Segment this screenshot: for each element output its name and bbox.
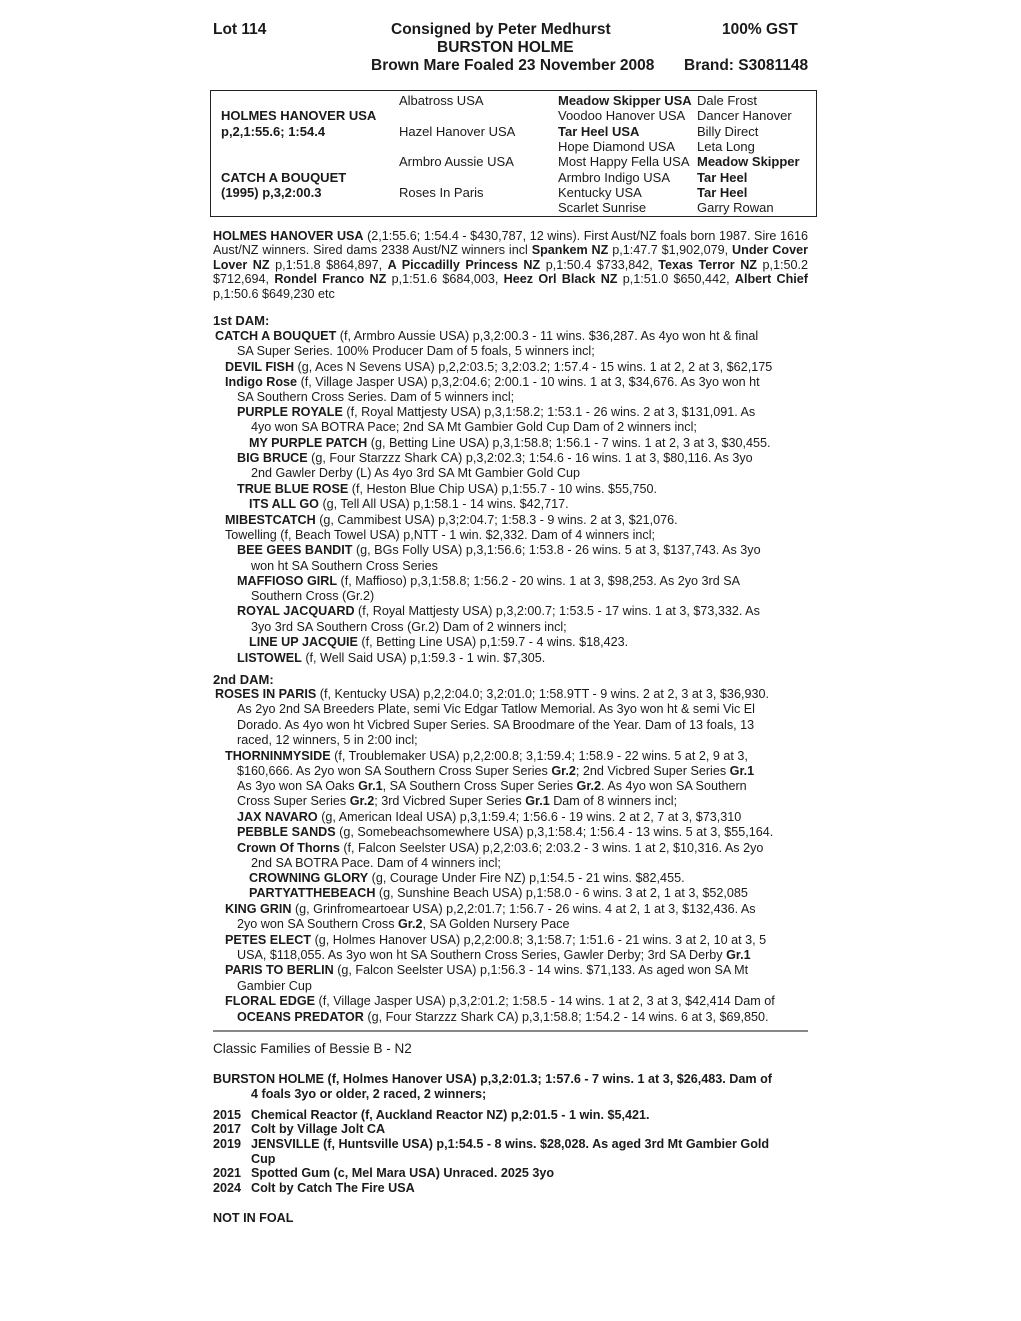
foaling-status: NOT IN FOAL xyxy=(213,1211,294,1225)
dam-entry: PEBBLE SANDS (g, Somebeachsomewhere USA) p,3,1:58.4; 1:56.4 - 13 wins. 5 at 3, $55,164. xyxy=(237,825,774,839)
dam-entry: MY PURPLE PATCH (g, Betting Line USA) p,3,1:58.8; 1:56.1 - 7 wins. 1 at 2, 3 at 3, $30,455. xyxy=(249,436,771,450)
pedigree-g3: Tar Heel USA xyxy=(558,124,640,139)
dam-entry: 2nd Gawler Derby (L) As 4yo 3rd SA Mt Gambier Gold Cup xyxy=(251,466,580,480)
dam-entry: Southern Cross (Gr.2) xyxy=(251,589,375,603)
dam-entry: 4yo won SA BOTRA Pace; 2nd SA Mt Gambier Gold Cup Dam of 2 winners incl; xyxy=(251,420,697,434)
dam-entry: Indigo Rose (f, Village Jasper USA) p,3,2:04.6; 2:00.1 - 10 wins. 1 at 3, $34,676. As 3yo won ht xyxy=(225,375,760,389)
pedigree-g3: Hope Diamond USA xyxy=(558,139,676,154)
pedigree-g2: Roses In Paris xyxy=(399,185,484,200)
dam-entry: SA Super Series. 100% Producer Dam of 5 foals, 5 winners incl; xyxy=(237,344,595,358)
pedigree-g3: Meadow Skipper USA xyxy=(558,93,692,108)
record-line: BURSTON HOLME (f, Holmes Hanover USA) p,3,2:01.3; 1:57.6 - 7 wins. 1 at 3, $26,483. Dam of xyxy=(213,1072,772,1086)
consignor: Consigned by Peter Medhurst xyxy=(391,21,611,38)
dam-entry: Dorado. As 4yo won ht Vicbred Super Series. SA Broodmare of the Year. Dam of 13 foals, 13 xyxy=(237,718,755,732)
dam-entry: PETES ELECT (g, Holmes Hanover USA) p,2,2:00.8; 3,1:58.7; 1:51.6 - 21 wins. 3 at 2, 10 at 3, 5 xyxy=(225,933,767,947)
produce-text: Spotted Gum (c, Mel Mara USA) Unraced. 2025 3yo xyxy=(251,1166,555,1180)
dam-entry: Towelling (f, Beach Towel USA) p,NTT - 1 win. $2,332. Dam of 4 winners incl; xyxy=(225,528,655,542)
horse-name: BURSTON HOLME xyxy=(437,39,574,56)
dam-entry: As 2yo 2nd SA Breeders Plate, semi Vic Edgar Tatlow Memorial. As 3yo won ht & semi Vic El xyxy=(237,702,755,716)
pedigree-g3: Scarlet Sunrise xyxy=(558,200,647,215)
produce-year: 2015 xyxy=(213,1108,242,1122)
produce-text: Colt by Village Jolt CA xyxy=(251,1122,386,1136)
pedigree-g3: Kentucky USA xyxy=(558,185,642,200)
dam-entry: BIG BRUCE (g, Four Starzzz Shark CA) p,3,2:02.3; 1:54.6 - 16 wins. 1 at 3, $80,116. As 3yo xyxy=(237,451,753,465)
second-dam-heading: 2nd DAM: xyxy=(213,672,274,687)
dam-entry: raced, 12 winners, 5 in 2:00 incl; xyxy=(237,733,418,747)
produce-year: 2021 xyxy=(213,1166,242,1180)
pedigree-g4: Garry Rowan xyxy=(697,200,774,215)
sire-summary: HOLMES HANOVER USA (2,1:55.6; 1:54.4 - $430,787, 12 wins). First Aust/NZ foals born 1987. Sire 1616 Aust/NZ winners. Sired dams 2338 Aust/NZ winners incl Spankem NZ p,1:47.7 $1,902,079, Under Cover Lover NZ p,1:51.8 $864,897, A Piccadilly Princess NZ p,1:50.4 $733,842, Texas Terror NZ p,1:50.2 $712,694, Rondel Franco NZ p,1:51.6 $684,003, Heez Orl Black NZ p,1:51.0 $650,442, Albert Chief p,1:50.6 $649,230 etc xyxy=(213,229,809,301)
produce-text: Cup xyxy=(251,1152,276,1166)
brand: Brand: S3081148 xyxy=(684,57,809,74)
pedigree-g2: Hazel Hanover USA xyxy=(399,124,516,139)
dam-entry: MAFFIOSO GIRL (f, Maffioso) p,3,1:58.8; 1:56.2 - 20 wins. 1 at 3, $98,253. As 2yo 3rd SA xyxy=(237,574,741,588)
pedigree-g4: Dale Frost xyxy=(697,93,757,108)
produce-text: Colt by Catch The Fire USA xyxy=(251,1181,415,1195)
pedigree-sire-record: p,2,1:55.6; 1:54.4 xyxy=(221,124,326,139)
dam-entry: ITS ALL GO (g, Tell All USA) p,1:58.1 - 14 wins. $42,717. xyxy=(249,497,569,511)
pedigree-table xyxy=(210,90,817,217)
dam-entry: CATCH A BOUQUET (f, Armbro Aussie USA) p,3,2:00.3 - 11 wins. $36,287. As 4yo won ht & final xyxy=(215,329,759,343)
dam-entry: Cross Super Series Gr.2; 3rd Vicbred Super Series Gr.1 Dam of 8 winners incl; xyxy=(237,794,678,808)
dam-entry: ROSES IN PARIS (f, Kentucky USA) p,2,2:04.0; 3,2:01.0; 1:58.9TT - 9 wins. 2 at 2, 3 at 3, $36,930. xyxy=(215,687,769,701)
dam-entry: TRUE BLUE ROSE (f, Heston Blue Chip USA) p,1:55.7 - 10 wins. $55,750. xyxy=(237,482,657,496)
dam-entry: FLORAL EDGE (f, Village Jasper USA) p,3,2:01.2; 1:58.5 - 14 wins. 1 at 2, 3 at 3, $42,414 Dam of xyxy=(225,994,775,1008)
pedigree-g4: Dancer Hanover xyxy=(697,108,792,123)
pedigree-g4: Leta Long xyxy=(697,139,755,154)
pedigree-sire: HOLMES HANOVER USA xyxy=(221,108,377,123)
produce-year: 2024 xyxy=(213,1181,242,1195)
first-dam-heading: 1st DAM: xyxy=(213,313,270,328)
pedigree-g4: Tar Heel xyxy=(697,170,748,185)
produce-text: Chemical Reactor (f, Auckland Reactor NZ) p,2:01.5 - 1 win. $5,421. xyxy=(251,1108,650,1122)
dam-entry: As 3yo won SA Oaks Gr.1, SA Southern Cross Super Series Gr.2. As 4yo won SA Southern xyxy=(237,779,747,793)
dam-entry: USA, $118,055. As 3yo won ht SA Southern Cross Series, Gawler Derby; 3rd SA Derby Gr.1 xyxy=(237,948,751,962)
pedigree-g3: Armbro Indigo USA xyxy=(558,170,670,185)
dam-entry: ROYAL JACQUARD (f, Royal Mattjesty USA) p,3,2:00.7; 1:53.5 - 17 wins. 1 at 3, $73,332. As xyxy=(237,604,760,618)
dam-entry: OCEANS PREDATOR (g, Four Starzzz Shark CA) p,3,1:58.8; 1:54.2 - 14 wins. 6 at 3, $69,850. xyxy=(237,1010,769,1024)
horse-description: Brown Mare Foaled 23 November 2008 xyxy=(371,57,655,74)
dam-entry: JAX NAVARO (g, American Ideal USA) p,3,1:59.4; 1:56.6 - 19 wins. 2 at 2, 7 at 3, $73,310 xyxy=(237,810,742,824)
dam-entry: MIBESTCATCH (g, Cammibest USA) p,3;2:04.7; 1:58.3 - 9 wins. 2 at 3, $21,076. xyxy=(225,513,678,527)
dam-entry: LISTOWEL (f, Well Said USA) p,1:59.3 - 1 win. $7,305. xyxy=(237,651,546,665)
dam-entry: $160,666. As 2yo won SA Southern Cross Super Series Gr.2; 2nd Vicbred Super Series Gr.1 xyxy=(237,764,755,778)
record-line: 4 foals 3yo or older, 2 raced, 2 winners; xyxy=(251,1087,487,1101)
dam-entry: Crown Of Thorns (f, Falcon Seelster USA) p,2,2:03.6; 2:03.2 - 3 wins. 1 at 2, $10,316. As 2yo xyxy=(237,841,764,855)
produce-text: JENSVILLE (f, Huntsville USA) p,1:54.5 - 8 wins. $28,028. As aged 3rd Mt Gambier Gold xyxy=(251,1137,770,1151)
dam-entry: 2yo won SA Southern Cross Gr.2, SA Golden Nursery Pace xyxy=(237,917,570,931)
pedigree-g4: Tar Heel xyxy=(697,185,748,200)
dam-entry: THORNINMYSIDE (f, Troublemaker USA) p,2,2:00.8; 3,1:59.4; 1:58.9 - 22 wins. 5 at 2, 9 at 3, xyxy=(225,749,748,763)
pedigree-g2: Albatross USA xyxy=(399,93,484,108)
dam-entry: won ht SA Southern Cross Series xyxy=(251,559,438,573)
pedigree-g4: Billy Direct xyxy=(697,124,759,139)
dam-entry: 2nd SA BOTRA Pace. Dam of 4 winners incl; xyxy=(251,856,501,870)
family-heading: Classic Families of Bessie B - N2 xyxy=(213,1041,412,1056)
pedigree-dam-record: (1995) p,3,2:00.3 xyxy=(221,185,322,200)
pedigree-dam: CATCH A BOUQUET xyxy=(221,170,347,185)
dam-entry: Gambier Cup xyxy=(237,979,312,993)
pedigree-g3: Voodoo Hanover USA xyxy=(558,108,686,123)
dam-entry: LINE UP JACQUIE (f, Betting Line USA) p,1:59.7 - 4 wins. $18,423. xyxy=(249,635,629,649)
dam-entry: BEE GEES BANDIT (g, BGs Folly USA) p,3,1:56.6; 1:53.8 - 26 wins. 5 at 3, $137,743. As 3yo xyxy=(237,543,761,557)
gst-status: 100% GST xyxy=(722,21,798,38)
dam-entry: SA Southern Cross Series. Dam of 5 winners incl; xyxy=(237,390,515,404)
dam-entry: PARTYATTHEBEACH (g, Sunshine Beach USA) p,1:58.0 - 6 wins. 3 at 2, 1 at 3, $52,085 xyxy=(249,886,748,900)
lot-number: Lot 114 xyxy=(213,21,267,38)
dam-entry: PURPLE ROYALE (f, Royal Mattjesty USA) p,3,1:58.2; 1:53.1 - 26 wins. 2 at 3, $131,091. As xyxy=(237,405,756,419)
dam-entry: DEVIL FISH (g, Aces N Sevens USA) p,2,2:03.5; 3,2:03.2; 1:57.4 - 15 wins. 1 at 2, 2 at 3, $62,175 xyxy=(225,360,773,374)
produce-year: 2017 xyxy=(213,1122,242,1136)
produce-year: 2019 xyxy=(213,1137,242,1151)
section-divider xyxy=(213,1030,808,1032)
dam-entry: PARIS TO BERLIN (g, Falcon Seelster USA) p,1:56.3 - 14 wins. $71,133. As aged won SA Mt xyxy=(225,963,749,977)
pedigree-g3: Most Happy Fella USA xyxy=(558,154,690,169)
dam-entry: CROWNING GLORY (g, Courage Under Fire NZ) p,1:54.5 - 21 wins. $82,455. xyxy=(249,871,685,885)
dam-entry: 3yo 3rd SA Southern Cross (Gr.2) Dam of 2 winners incl; xyxy=(251,620,567,634)
pedigree-g2: Armbro Aussie USA xyxy=(399,154,514,169)
pedigree-g4: Meadow Skipper xyxy=(697,154,800,169)
dam-entry: KING GRIN (g, Grinfromeartoear USA) p,2,2:01.7; 1:56.7 - 26 wins. 4 at 2, 1 at 3, $132,436. As xyxy=(225,902,756,916)
